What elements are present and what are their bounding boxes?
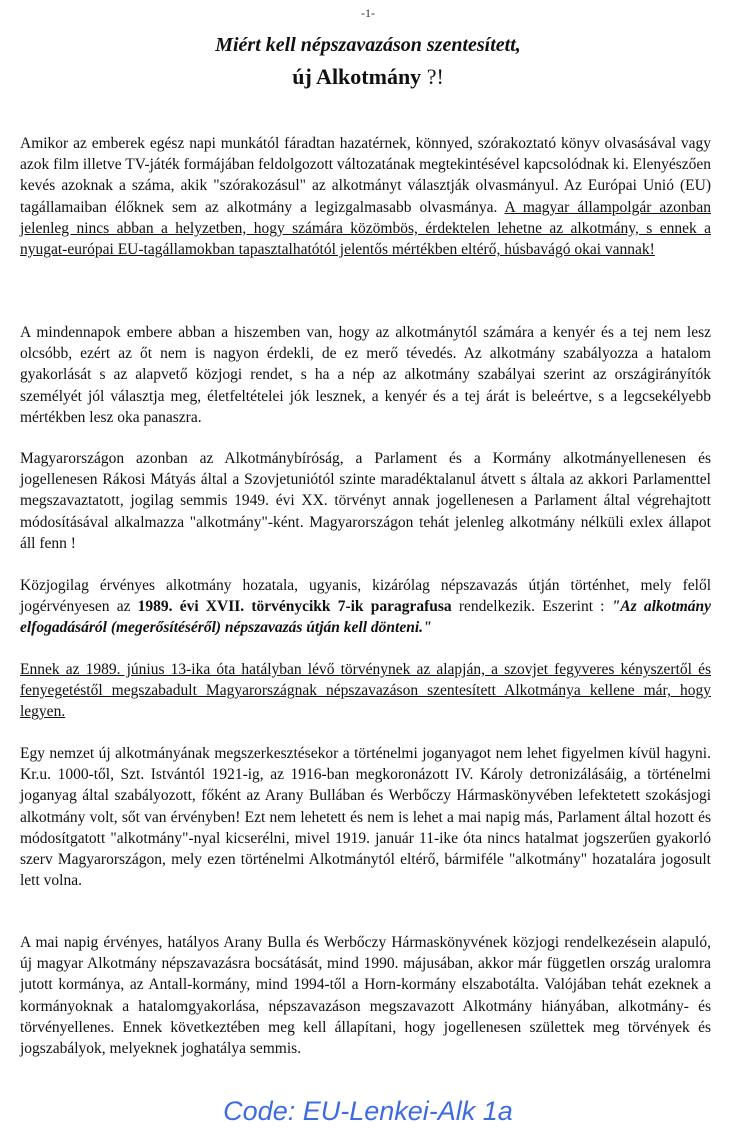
paragraph-4	[20, 575, 711, 639]
paragraph-6: Egy nemzet új alkotmányának megszerkesztésekor a történelmi joganyagot nem lehet figyelmen kívül hagyni. Kr.u. 1000-től, Szt. Istvántól 1921-ig, az 1916-ban megkoronázott IV. Károly detronizálásáig, a történelmi joganyag által szabályozott, főként az Arany Bullában és Werbőczy Hármaskönyvében lefektetett szokásjogi alkotmány volt, sőt van érvényben! Ezt nem lehetett és nem is lehet a mai napig más, Parlament által hozott és módosítgatott "alkotmány"-nyal kicserélni, mivel 1919. január 11-ike óta nincs hatalmat jogszerűen gyakorló szerv Magyarországon, mely ezen történelmi Alkotmánytól eltérő, bármiféle "alkotmány" hozatalára jogosult lett volna.	[20, 745, 711, 890]
paragraph-1	[20, 133, 711, 260]
document-code: Code: EU-Lenkei-Alk 1a	[223, 1096, 513, 1126]
title-line-1: Miért kell népszavazáson szentesített,	[215, 34, 521, 56]
paragraph-4-text: Közjogilag érvényes alkotmány hozatala, ugyanis, kizárólag népszavazás útján történhet, mely felől jogérvényesen az	[20, 577, 711, 616]
paragraph-1-text: Amikor az emberek egész napi munkától fáradtan hazatérnek, könnyed, szórakoztató könyv olvasásával vagy azok film illetve TV-játék formájában feldolgozott változatának megtekintésével kapcsolódnak ki. Elenyészően kevés azoknak a száma, akik "szórakozásul" az alkotmányt választják olvasmányul. Az Európai Unió (EU) tagállamaiban élőknek sem az alkotmány a legizgalmasabb olvasmánya.	[20, 135, 711, 216]
law-reference: 1989. évi XVII. törvénycikk 7-ik paragrafusa	[137, 598, 452, 616]
paragraph-1-underlined: A magyar állampolgár azonban jelenleg nincs abban a helyzetben, hogy számára közömbös, érdektelen lehetne az alkotmány, s ennek a nyugat-európai EU-tagállamokban tapasztalhatótól jelentős mértékben eltérő, húsbavágó okai vannak!	[20, 198, 712, 259]
paragraph-3: Magyarországon azonban az Alkotmánybíróság, a Parlament és a Kormány alkotmányellenesen és jogellenesen Rákosi Mátyás által a Szovjetuniótól szinte maradéktalanul átvett s általa az akkori Parlamenttel megszavaztatott, jogilag semmis 1949. évi XX. törvényt annak jogellenesen a Parlament által végrehajtott módosításával alkalmazza "alkotmány"-ként. Magyarországon tehát jelenleg alkotmány nélküli exlex állapot áll fenn !	[20, 450, 711, 552]
title-punctuation: ?!	[421, 64, 444, 89]
law-quote: "Az alkotmány elfogadásáról (megerősítéséről) népszavazás útján kell dönteni."	[20, 598, 711, 637]
paragraph-7: A mai napig érvényes, hatályos Arany Bulla és Werbőczy Hármaskönyvének közjogi rendelkezésein alapuló, új magyar Alkotmány népszavazásra bocsátását, mind 1990. májusában, akkor már független ország uralomra jutott kormánya, az Antall-kormány, mind 1994-től a Horn-kormány elszabotálta. Valójában tehát ezeknek a kormányoknak a hatalomgyakorlása, népszavazáson megszavazott Alkotmány hiányában, alkotmány- és törvényellenes. Ennek következtében meg kell állapítani, hogy jogellenesen születtek meg törvények és jogszabályok, melyeknek joghatálya semmis.	[20, 934, 711, 1058]
paragraph-4-text-2: rendelkezik. Eszerint :	[451, 598, 612, 616]
title-main: új Alkotmány	[292, 64, 422, 89]
paragraph-5: Ennek az 1989. június 13-ika óta hatályban lévő törvénynek az alapján, a szovjet fegyveres kényszertől és fenyegetéstől megszabadult Magyarországnak népszavazáson szentesített Alkotmánya kellene már, hogy legyen.	[20, 661, 711, 721]
title-line-2	[0, 64, 736, 90]
paragraph-2: A mindennapok embere abban a hiszemben van, hogy az alkotmánytól számára a kenyér és a tej nem lesz olcsóbb, ezért az őt nem is nagyon érdekli, de ez merő tévedés. Az alkotmány szabályozza a hatalom gyakorlását s az alapvető közjogi rendet, s ha a nép az alkotmány szabályai szerint az országirányítók személyét jól választja meg, életfeltételei jók lesznek, a kenyér és a tej árát is beleértve, s a legcsekélyebb mértékben lesz oka panaszra.	[20, 324, 711, 426]
page-number: -1-	[361, 6, 375, 20]
